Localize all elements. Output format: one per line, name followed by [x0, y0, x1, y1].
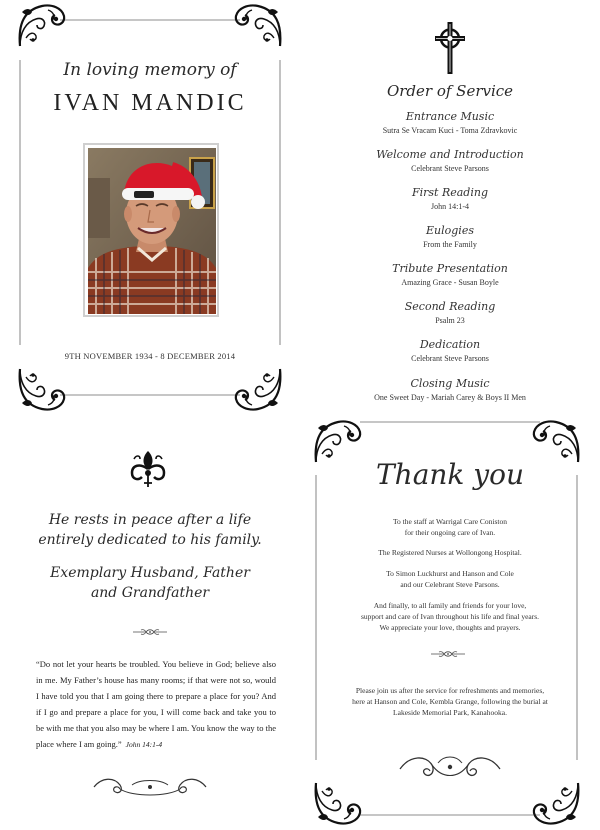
thanks-paragraph — [320, 547, 580, 558]
verse-panel — [0, 415, 300, 830]
thanks-line: We appreciate your love, thoughts and prayers. — [379, 623, 521, 632]
rests-in-peace-text — [0, 510, 300, 550]
service-heading: Eulogies — [426, 224, 474, 237]
ornamental-divider — [133, 629, 167, 635]
service-heading: Closing Music — [410, 377, 490, 390]
reception-paragraph — [320, 685, 580, 718]
order-of-service-title: Order of Service — [386, 82, 514, 100]
thank-you-panel — [300, 415, 600, 830]
quote-text: “Do not let your hearts be troubled. You believe in God; believe also in me. My Father’s house has many rooms; if that were not so, would I have told you that I am going there to prepare a place for you? And if I go and prepare a place for you, I will come back and take you to be with me that you also may be where I am. You know the way to the place where I am going.” — [36, 659, 276, 749]
service-detail: From the Family — [423, 240, 477, 249]
celtic-cross-icon — [435, 22, 465, 74]
rests-line-2: entirely dedicated to his family. — [38, 532, 262, 548]
thanks-line: And finally, to all family and friends for your love, — [373, 601, 527, 610]
portrait-image — [88, 148, 216, 314]
service-detail: John 14:1-4 — [431, 202, 469, 211]
in-loving-memory: In loving memory of — [63, 60, 237, 80]
thanks-line: support and care of Ivan throughout his life and final years. — [360, 612, 540, 621]
service-item — [300, 148, 600, 173]
thanks-line: Please join us after the service for refreshments and memories, — [355, 686, 545, 695]
service-item — [300, 262, 600, 287]
thanks-line: here at Hanson and Cole, Kembla Grange, following the burial at — [352, 697, 548, 706]
thanks-paragraph — [320, 516, 580, 538]
service-detail: One Sweet Day - Mariah Carey & Boys II Men — [374, 393, 526, 402]
service-heading: Dedication — [419, 338, 481, 351]
exemplary-line-1: Exemplary Husband, Father — [50, 565, 250, 581]
thanks-line: Lakeside Memorial Park, Kanahooka. — [393, 708, 507, 717]
service-item — [300, 110, 600, 135]
service-item — [300, 186, 600, 211]
life-dates: 9TH NOVEMBER 1934 - 8 DECEMBER 2014 — [64, 351, 236, 361]
order-of-service-panel — [300, 0, 600, 415]
bottom-swirl-ornament — [92, 775, 208, 799]
service-detail: Amazing Grace - Susan Boyle — [401, 278, 499, 287]
service-item — [300, 300, 600, 325]
rests-line-1: He rests in peace after a life — [48, 512, 252, 528]
exemplary-line-2: and Grandfather — [90, 585, 210, 601]
service-heading: First Reading — [411, 186, 488, 199]
thanks-line: The Registered Nurses at Wollongong Hospital. — [378, 548, 522, 557]
service-item — [300, 377, 600, 402]
thanks-paragraph — [320, 568, 580, 590]
bottom-flourish-ornament — [398, 751, 502, 785]
thanks-line: and our Celebrant Steve Parsons. — [400, 580, 500, 589]
thanks-line: To Simon Luckhurst and Hanson and Cole — [386, 569, 514, 578]
front-cover-panel — [0, 0, 300, 415]
service-detail: Sutra Se Vracam Kuci - Toma Zdravkovic — [382, 126, 518, 135]
thank-you-title: Thank you — [375, 458, 524, 491]
service-heading: Entrance Music — [405, 110, 495, 123]
service-item — [300, 224, 600, 249]
service-item — [300, 338, 600, 363]
service-heading: Welcome and Introduction — [376, 148, 524, 161]
thanks-line: for their ongoing care of Ivan. — [404, 528, 496, 537]
thanks-line: To the staff at Warrigal Care Coniston — [393, 517, 507, 526]
service-detail: Celebrant Steve Parsons — [411, 164, 489, 173]
thanks-paragraph — [320, 600, 580, 633]
ornamental-divider — [431, 651, 465, 657]
service-detail: Celebrant Steve Parsons — [411, 354, 489, 363]
exemplary-text — [0, 563, 300, 603]
service-heading: Second Reading — [404, 300, 496, 313]
deceased-name: IVAN MANDIC — [53, 90, 247, 116]
fleur-motif-icon — [128, 447, 168, 489]
portrait-photo — [83, 143, 219, 317]
quote-reference: John 14:1-4 — [125, 740, 163, 749]
bible-quote — [36, 656, 276, 753]
service-detail: Psalm 23 — [435, 316, 465, 325]
service-heading: Tribute Presentation — [392, 262, 508, 275]
